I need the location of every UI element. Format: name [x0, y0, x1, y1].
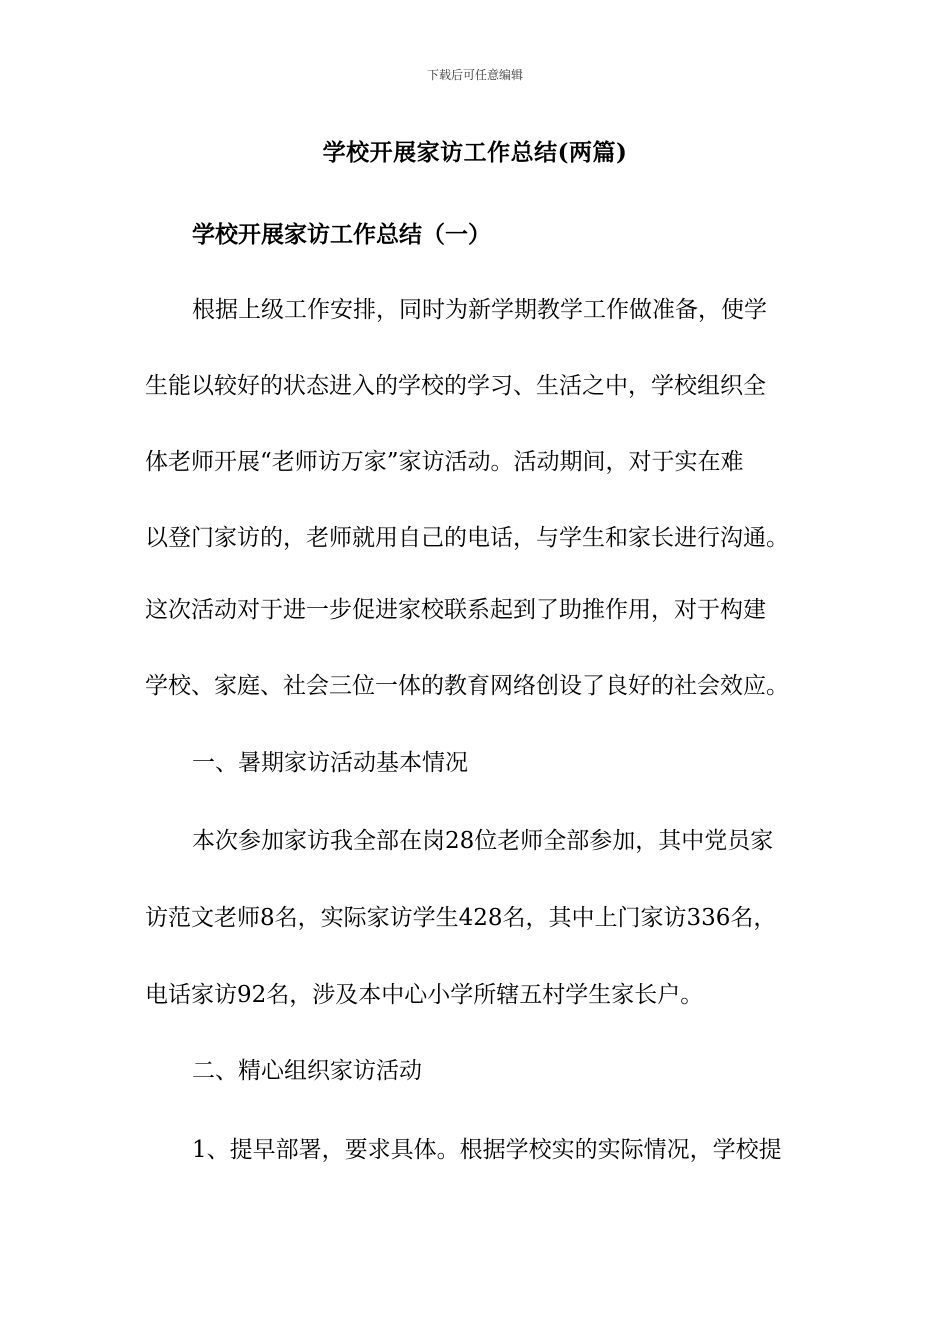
body-line: 这次活动对于进一步促进家校联系起到了助推作用，对于构建: [145, 597, 766, 623]
subheading-line: 二、精心组织家访活动: [192, 1058, 422, 1084]
body-line: 体老师开展“老师访万家”家访活动。活动期间，对于实在难: [145, 449, 744, 475]
document-title: 学校开展家访工作总结(两篇): [322, 139, 628, 166]
body-line: 生能以较好的状态进入的学校的学习、生活之中，学校组织全: [145, 373, 766, 399]
body-line: 电话家访92名，涉及本中心小学所辖五村学生家长户。: [145, 982, 704, 1008]
section-title: 学校开展家访工作总结（一）: [192, 221, 491, 248]
body-line: 学校、家庭、社会三位一体的教育网络创设了良好的社会效应。: [145, 673, 789, 699]
subheading-line: 一、暑期家访活动基本情况: [192, 750, 468, 776]
body-line: 本次参加家访我全部在岗28位老师全部参加，其中党员家: [192, 828, 774, 854]
body-line: 访范文老师8名，实际家访学生428名，其中上门家访336名，: [145, 905, 777, 931]
header-note: 下载后可任意编辑: [426, 68, 523, 82]
body-line: 根据上级工作安排，同时为新学期教学工作做准备，使学: [192, 297, 767, 323]
body-line: 1、提早部署，要求具体。根据学校实的实际情况，学校提: [192, 1137, 782, 1163]
body-line: 以登门家访的，老师就用自己的电话，与学生和家长进行沟通。: [145, 525, 789, 551]
